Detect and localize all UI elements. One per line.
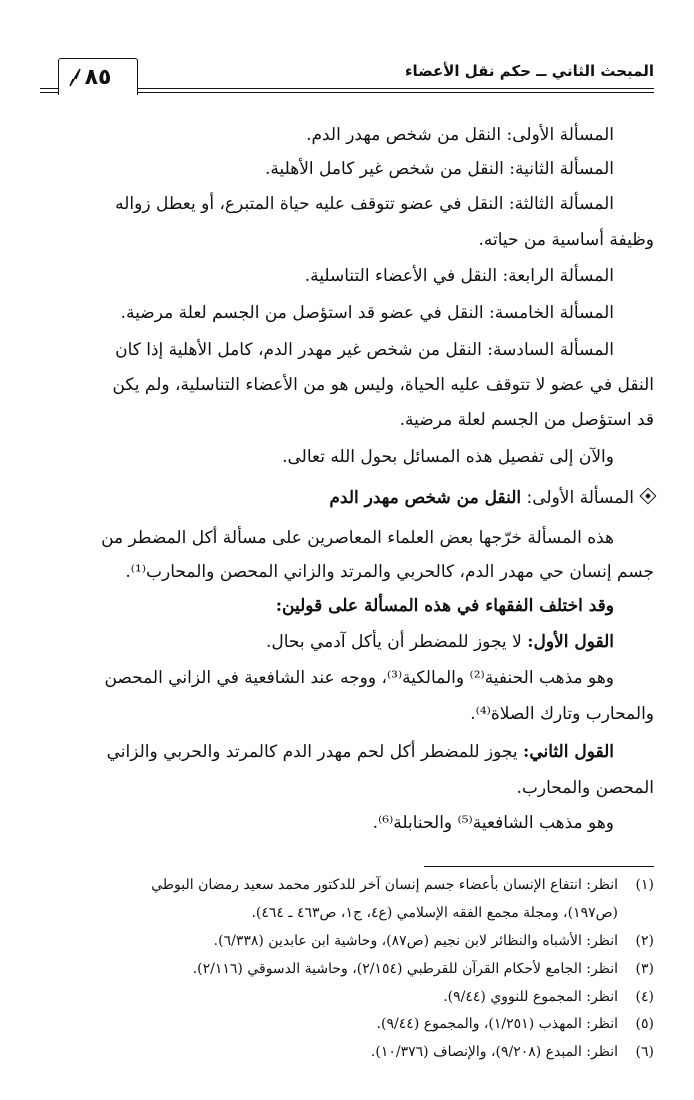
footnote: (٢)انظر: الأشباه والنظائر لابن نجيم (ص٨٧)، وحاشية ابن عابدين (٦/٣٣٨).	[213, 933, 654, 949]
text-line: وهو مذهب الشافعية⁽⁵⁾ والحنابلة⁽⁶⁾.	[372, 813, 614, 833]
page-number-badge	[58, 58, 138, 95]
text-line: المسألة الرابعة: النقل في الأعضاء التناسلية.	[304, 266, 614, 286]
footnote: (٦)انظر: المبدع (٩/٢٠٨)، والإنصاف (١٠/٣٧٦).	[370, 1044, 654, 1060]
footnote: (٣)انظر: الجامع لأحكام القرآن للقرطبي (٢/١٥٤)، وحاشية الدسوقي (٢/١١٦).	[192, 961, 654, 977]
opinion-two	[40, 740, 614, 764]
opinion-two-text: يجوز للمضطر أكل لحم مهدر الدم كالمرتد والحربي والزاني	[106, 742, 518, 762]
text-line: والمحارب وتارك الصلاة⁽⁴⁾.	[470, 704, 654, 724]
opinion-two-label: القول الثاني:	[523, 742, 614, 762]
text-line: المسألة الثانية: النقل من شخص غير كامل الأهلية.	[264, 159, 614, 179]
text-line: النقل في عضو لا تتوقف عليه الحياة، وليس هو من الأعضاء التناسلية، ولم يكن	[112, 375, 654, 395]
opinion-one	[40, 630, 614, 654]
text-line: المحصن والمحارب.	[516, 778, 654, 798]
footnote: (٥)انظر: المهذب (١/٢٥١)، والمجموع (٩/٤٤).	[376, 1016, 654, 1032]
diamond-bullet-icon	[640, 488, 657, 505]
text-line: هذه المسألة خرّجها بعض العلماء المعاصرين على مسألة أكل المضطر من	[101, 528, 614, 548]
text-line: جسم إنسان حي مهدر الدم، كالحربي والمرتد والزاني المحصن والمحارب⁽¹⁾.	[125, 562, 654, 582]
text-line: المسألة الأولى: النقل من شخص مهدر الدم.	[306, 125, 614, 145]
section-heading	[40, 486, 654, 510]
text-line: والآن إلى تفصيل هذه المسائل بحول الله تعالى.	[282, 447, 614, 467]
text-line: وظيفة أساسية من حياته.	[478, 230, 654, 250]
text-line: المسألة السادسة: النقل من شخص غير مهدر الدم، كامل الأهلية إذا كان	[115, 340, 614, 360]
quill-pen-icon	[67, 67, 83, 87]
footnote-rule	[424, 866, 654, 867]
footnote: (ص١٩٧)، ومجلة مجمع الفقه الإسلامي (ع٤، ج١، ص٤٦٣ ـ ٤٦٤).	[251, 905, 618, 921]
text-line: المسألة الثالثة: النقل في عضو تتوقف عليه حياة المتبرع، أو يعطل زواله	[115, 194, 614, 214]
text-line: المسألة الخامسة: النقل في عضو قد استؤصل من الجسم لعلة مرضية.	[120, 303, 614, 323]
disagreement-line: وقد اختلف الفقهاء في هذه المسألة على قولين:	[275, 596, 614, 616]
footnote: (١)انظر: انتفاع الإنسان بأعضاء جسم إنسان آخر للدكتور محمد سعيد رمضان البوطي	[151, 877, 654, 893]
section-heading-title: النقل من شخص مهدر الدم	[329, 488, 522, 508]
opinion-one-text: لا يجوز للمضطر أن يأكل آدمي بحال.	[265, 632, 522, 652]
text-line: وهو مذهب الحنفية⁽²⁾ والمالكية⁽³⁾، ووجه عند الشافعية في الزاني المحصن	[104, 668, 614, 688]
running-header: المبحث الثاني ــ حكم نقل الأعضاء	[404, 62, 654, 80]
section-heading-label: المسألة الأولى:	[526, 488, 634, 508]
page-number: ٨٥	[84, 64, 112, 90]
opinion-one-label: القول الأول:	[527, 632, 614, 652]
footnote: (٤)انظر: المجموع للنووي (٩/٤٤).	[443, 989, 654, 1005]
text-line: قد استؤصل من الجسم لعلة مرضية.	[399, 410, 654, 430]
